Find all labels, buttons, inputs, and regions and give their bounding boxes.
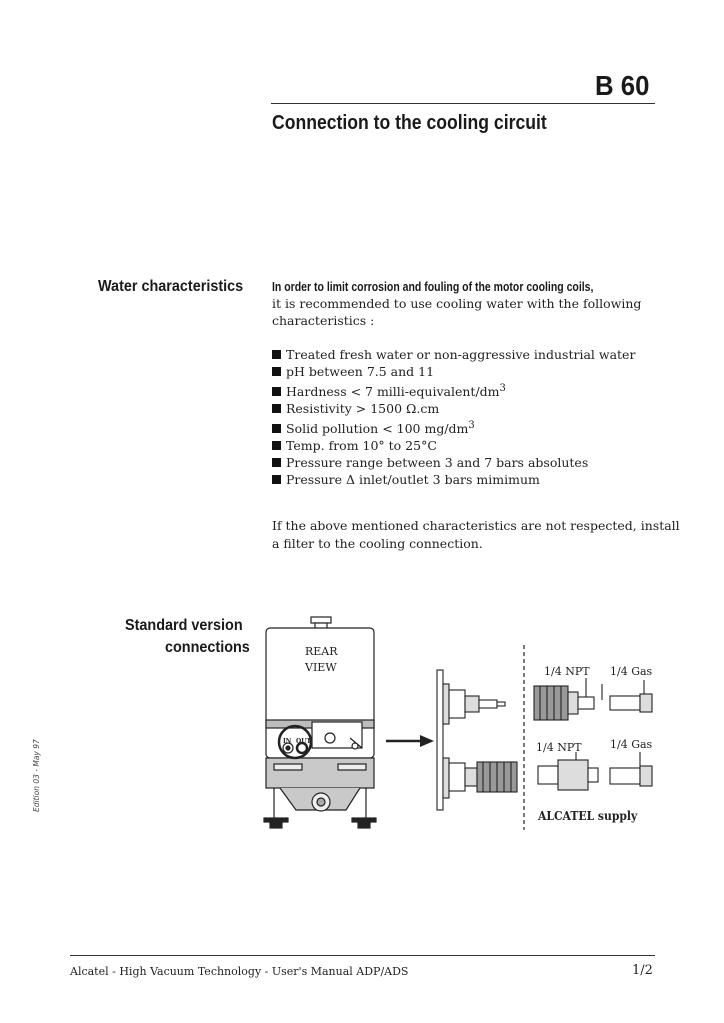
note-line-1: If the above mentioned characteristics are not respected, install bbox=[272, 518, 680, 533]
supply-label: ALCATEL supply bbox=[538, 808, 638, 824]
bullet-square bbox=[272, 424, 281, 433]
standard-heading-1: Standard version bbox=[125, 617, 243, 634]
arrow-right-icon bbox=[386, 735, 434, 747]
list-item: Resistivity > 1500 Ω.cm bbox=[272, 400, 635, 417]
bullet-square bbox=[272, 350, 281, 359]
footer-left: Alcatel - High Vacuum Technology - User's Manual ADP/ADS bbox=[70, 965, 409, 978]
out-label: OUT bbox=[296, 738, 311, 745]
intro-bold: In order to limit corrosion and fouling of the motor cooling coils, bbox=[272, 280, 594, 294]
intro-line-3: characteristics : bbox=[272, 313, 375, 328]
gas-top-label: 1/4 Gas bbox=[610, 665, 653, 678]
bullet-square bbox=[272, 367, 281, 376]
rear-label-2: VIEW bbox=[305, 661, 337, 674]
list-item: Solid pollution < 100 $mg/dm^3$ bbox=[272, 417, 635, 437]
water-heading: Water characteristics bbox=[98, 278, 244, 295]
list-item: Treated fresh water or non-aggressive industrial water bbox=[272, 346, 635, 363]
list-item: Pressure range between 3 and 7 bars absolutes bbox=[272, 454, 635, 471]
footer-rule bbox=[70, 955, 655, 956]
npt-bottom-label: 1/4 NPT bbox=[536, 741, 582, 754]
fittings-detail bbox=[437, 670, 517, 810]
standard-heading-2: connections bbox=[165, 639, 250, 656]
list-item: Pressure Δ inlet/outlet 3 bars mimimum bbox=[272, 471, 635, 488]
intro-line-2: it is recommended to use cooling water with the following bbox=[272, 296, 642, 311]
in-label: IN bbox=[283, 738, 292, 745]
bullet-square bbox=[272, 458, 281, 467]
bullet-square bbox=[272, 404, 281, 413]
supply-parts bbox=[534, 678, 652, 790]
list-item: Hardness < 7 milli-$equivalent/dm^3$ bbox=[272, 380, 635, 400]
characteristics-list bbox=[272, 346, 635, 488]
header-rule bbox=[271, 103, 655, 104]
edition-note: Edition 03 - May 97 bbox=[32, 739, 41, 812]
rear-label-1: REAR bbox=[305, 645, 338, 658]
list-item: Temp. from 10° to 25°C bbox=[272, 437, 635, 454]
npt-top-label: 1/4 NPT bbox=[544, 665, 590, 678]
bullet-square bbox=[272, 441, 281, 450]
page-title: Connection to the cooling circuit bbox=[272, 112, 547, 134]
list-item: pH between 7.5 and 11 bbox=[272, 363, 635, 380]
gas-bottom-label: 1/4 Gas bbox=[610, 738, 653, 751]
connection-diagram bbox=[255, 610, 665, 840]
note-line-2: a filter to the cooling connection. bbox=[272, 536, 483, 551]
footer-page: 1/2 bbox=[632, 963, 653, 978]
bullet-square bbox=[272, 387, 281, 396]
doc-code: B 60 bbox=[595, 70, 650, 101]
bullet-square bbox=[272, 475, 281, 484]
